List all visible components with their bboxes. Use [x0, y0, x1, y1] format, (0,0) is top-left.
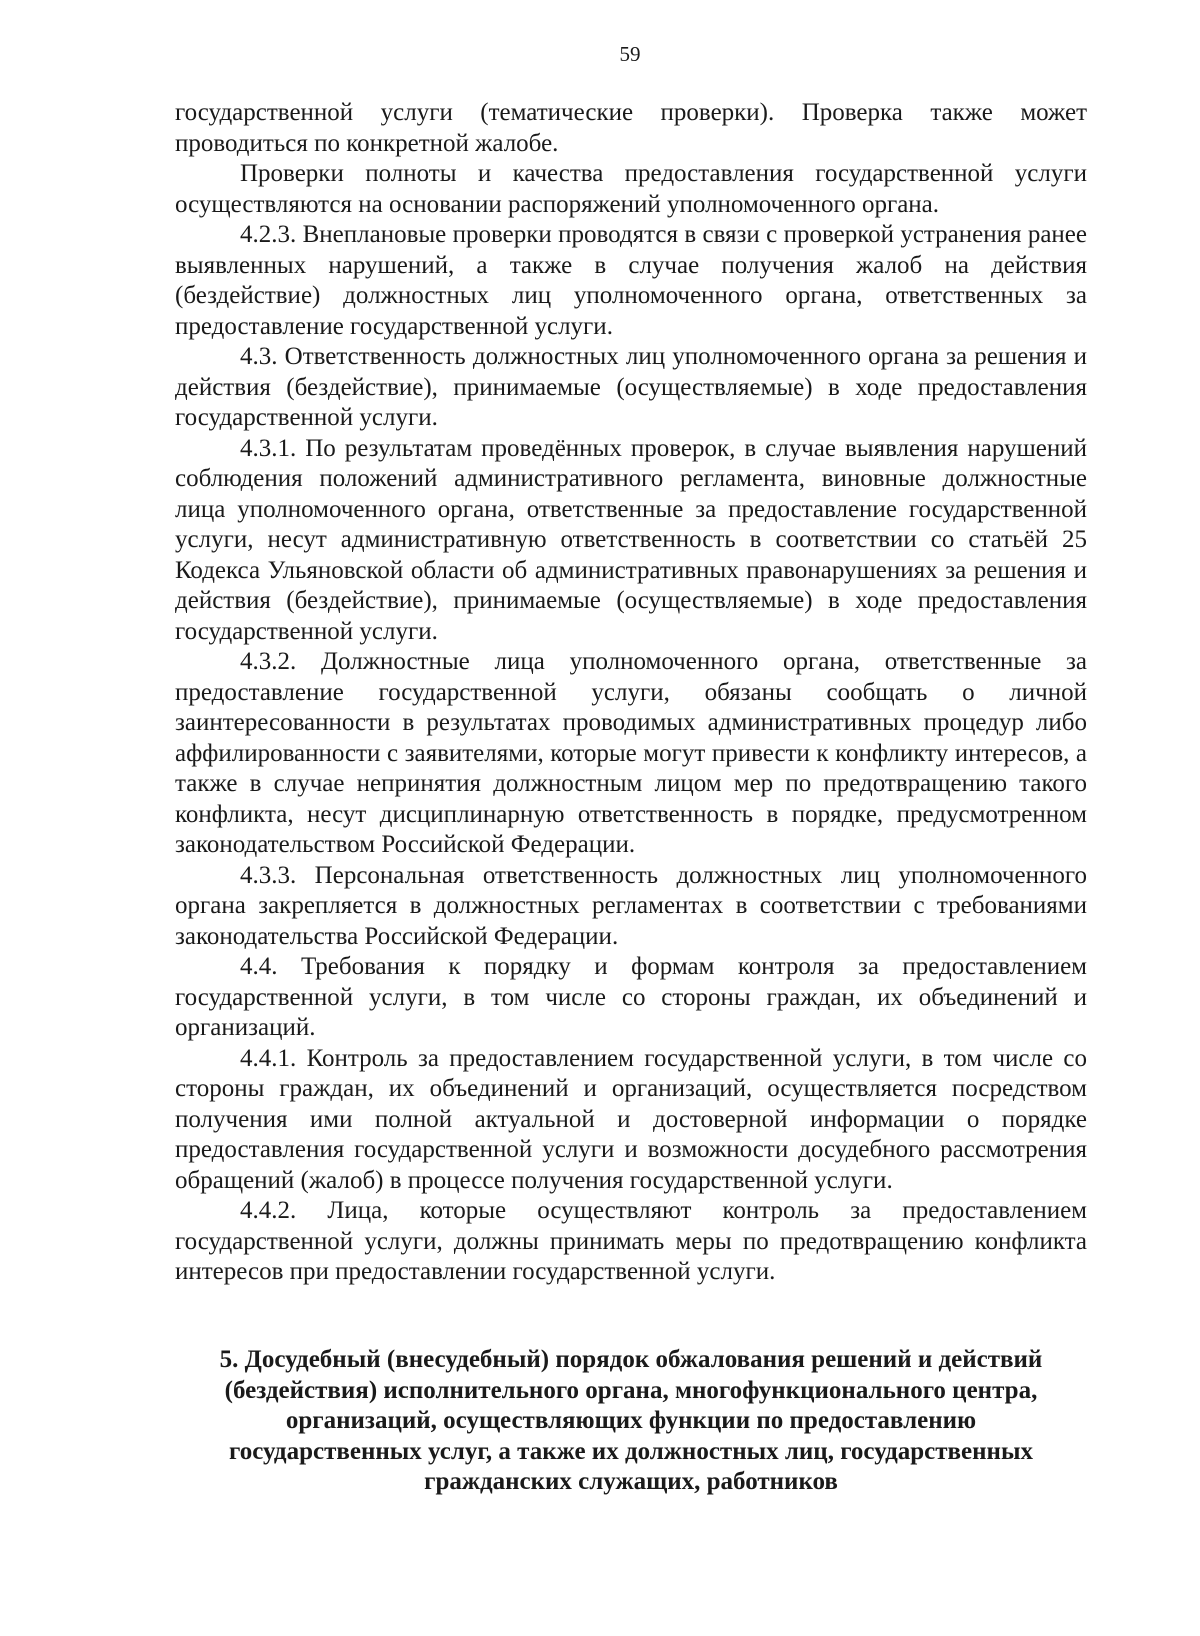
page-number: 59	[619, 42, 641, 66]
heading-line: 5. Досудебный (внесудебный) порядок обжалования решений и действий	[219, 1346, 1043, 1373]
paragraph-4-4-2: 4.4.2. Лица, которые осуществляют контроль за предоставлением государственной услуги, должны принимать меры по предотвращению конфликта интересов при предоставлении государственной услуги.	[175, 1197, 1087, 1285]
paragraph-4-4-1: 4.4.1. Контроль за предоставлением государственной услуги, в том числе со стороны граждан, их объединений и организаций, осуществляется посредством получения ими полной актуальной и достоверной информации о порядке предоставления государственной услуги и возможности досудебного рассмотрения обращений (жалоб) в процессе получения государственной услуги.	[175, 1044, 1087, 1194]
paragraph-continuation: государственной услуги (тематические проверки). Проверка также может проводиться по конкретной жалобе.	[175, 99, 1087, 157]
paragraph-4-4: 4.4. Требования к порядку и формам контроля за предоставлением государственной услуги, в том числе со стороны граждан, их объединений и организаций.	[175, 953, 1087, 1041]
paragraph-4-3-3: 4.3.3. Персональная ответственность должностных лиц уполномоченного органа закрепляется в должностных регламентах в соответствии с требованиями законодательства Российской Федерации.	[175, 861, 1087, 950]
paragraph-4-3: 4.3. Ответственность должностных лиц уполномоченного органа за решения и действия (бездействие), принимаемые (осуществляемые) в ходе предоставления государственной услуги.	[175, 343, 1087, 431]
paragraph-4-3-1: 4.3.1. По результатам проведённых проверок, в случае выявления нарушений соблюдения положений административного регламента, виновные должностные лица уполномоченного органа, ответственные за предоставление государственной услуги, несут административную ответственность в соответствии со статьёй 25 Кодекса Ульяновской области об административных правонарушениях за решения и действия (бездействие), принимаемые (осуществляемые) в ходе предоставления государственной услуги.	[175, 434, 1087, 645]
paragraph-4-2-3: 4.2.3. Внеплановые проверки проводятся в связи с проверкой устранения ранее выявленных нарушений, а также в случае получения жалоб на действия (бездействие) должностных лиц уполномоченного органа, ответственных за предоставление государственной услуги.	[175, 221, 1087, 340]
paragraph-inspections-basis: Проверки полноты и качества предоставления государственной услуги осуществляются на основании распоряжений уполномоченного органа.	[175, 160, 1087, 218]
section-5-heading	[175, 1345, 1087, 1498]
document-body	[175, 98, 1087, 1288]
heading-line: гражданских служащих, работников	[424, 1468, 838, 1495]
heading-line: (бездействия) исполнительного органа, многофункционального центра,	[224, 1376, 1038, 1404]
heading-line: организаций, осуществляющих функции по предоставлению	[285, 1407, 977, 1434]
paragraph-4-3-2: 4.3.2. Должностные лица уполномоченного органа, ответственные за предоставление государственной услуги, обязаны сообщать о личной заинтересованности в результатах проводимых административных процедур либо аффилированности с заявителями, которые могут привести к конфликту интересов, а также в случае непринятия должностным лицом мер по предотвращению такого конфликта, несут дисциплинарную ответственность в порядке, предусмотренном законодательством Российской Федерации.	[175, 648, 1087, 858]
heading-line: государственных услуг, а также их должностных лиц, государственных	[229, 1437, 1033, 1465]
